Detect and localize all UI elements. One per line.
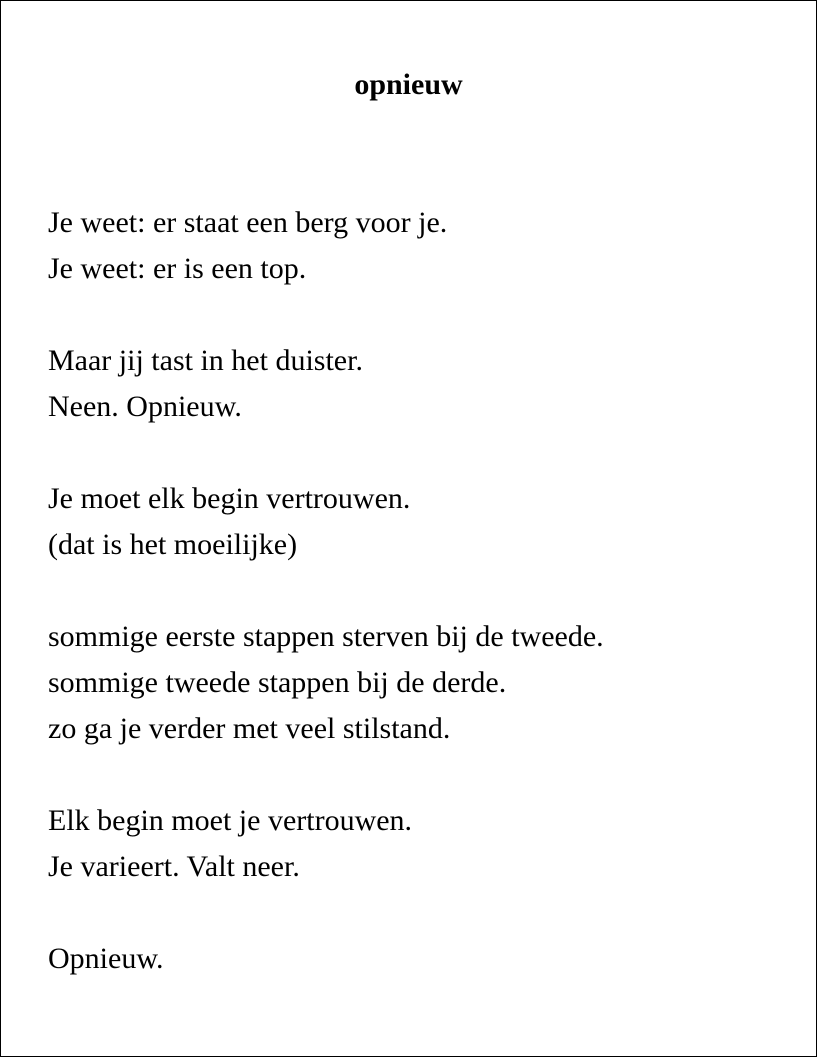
poem-line: Opnieuw. xyxy=(48,942,164,975)
poem-line: Elk begin moet je vertrouwen. xyxy=(48,804,413,837)
poem-line: (dat is het moeilijke) xyxy=(48,528,298,561)
poem-line: sommige tweede stappen bij de derde. xyxy=(48,666,507,699)
poem-line: Je moet elk begin vertrouwen. xyxy=(48,482,411,515)
stanza-3 xyxy=(48,476,788,568)
poem-line: Neen. Opnieuw. xyxy=(48,390,242,423)
stanza-2 xyxy=(48,338,788,430)
stanza-4 xyxy=(48,614,788,752)
poem-line: Je varieert. Valt neer. xyxy=(48,850,300,883)
poem-line: Maar jij tast in het duister. xyxy=(48,344,363,377)
poem-title: opnieuw xyxy=(354,68,463,101)
stanza-5 xyxy=(48,798,788,890)
stanza-6 xyxy=(48,936,788,982)
poem-line: sommige eerste stappen sterven bij de tweede. xyxy=(48,620,604,653)
poem-line: Je weet: er staat een berg voor je. xyxy=(48,206,448,239)
poem-line: Je weet: er is een top. xyxy=(48,252,307,285)
poem-line: zo ga je verder met veel stilstand. xyxy=(48,712,451,745)
stanza-1 xyxy=(48,200,788,292)
